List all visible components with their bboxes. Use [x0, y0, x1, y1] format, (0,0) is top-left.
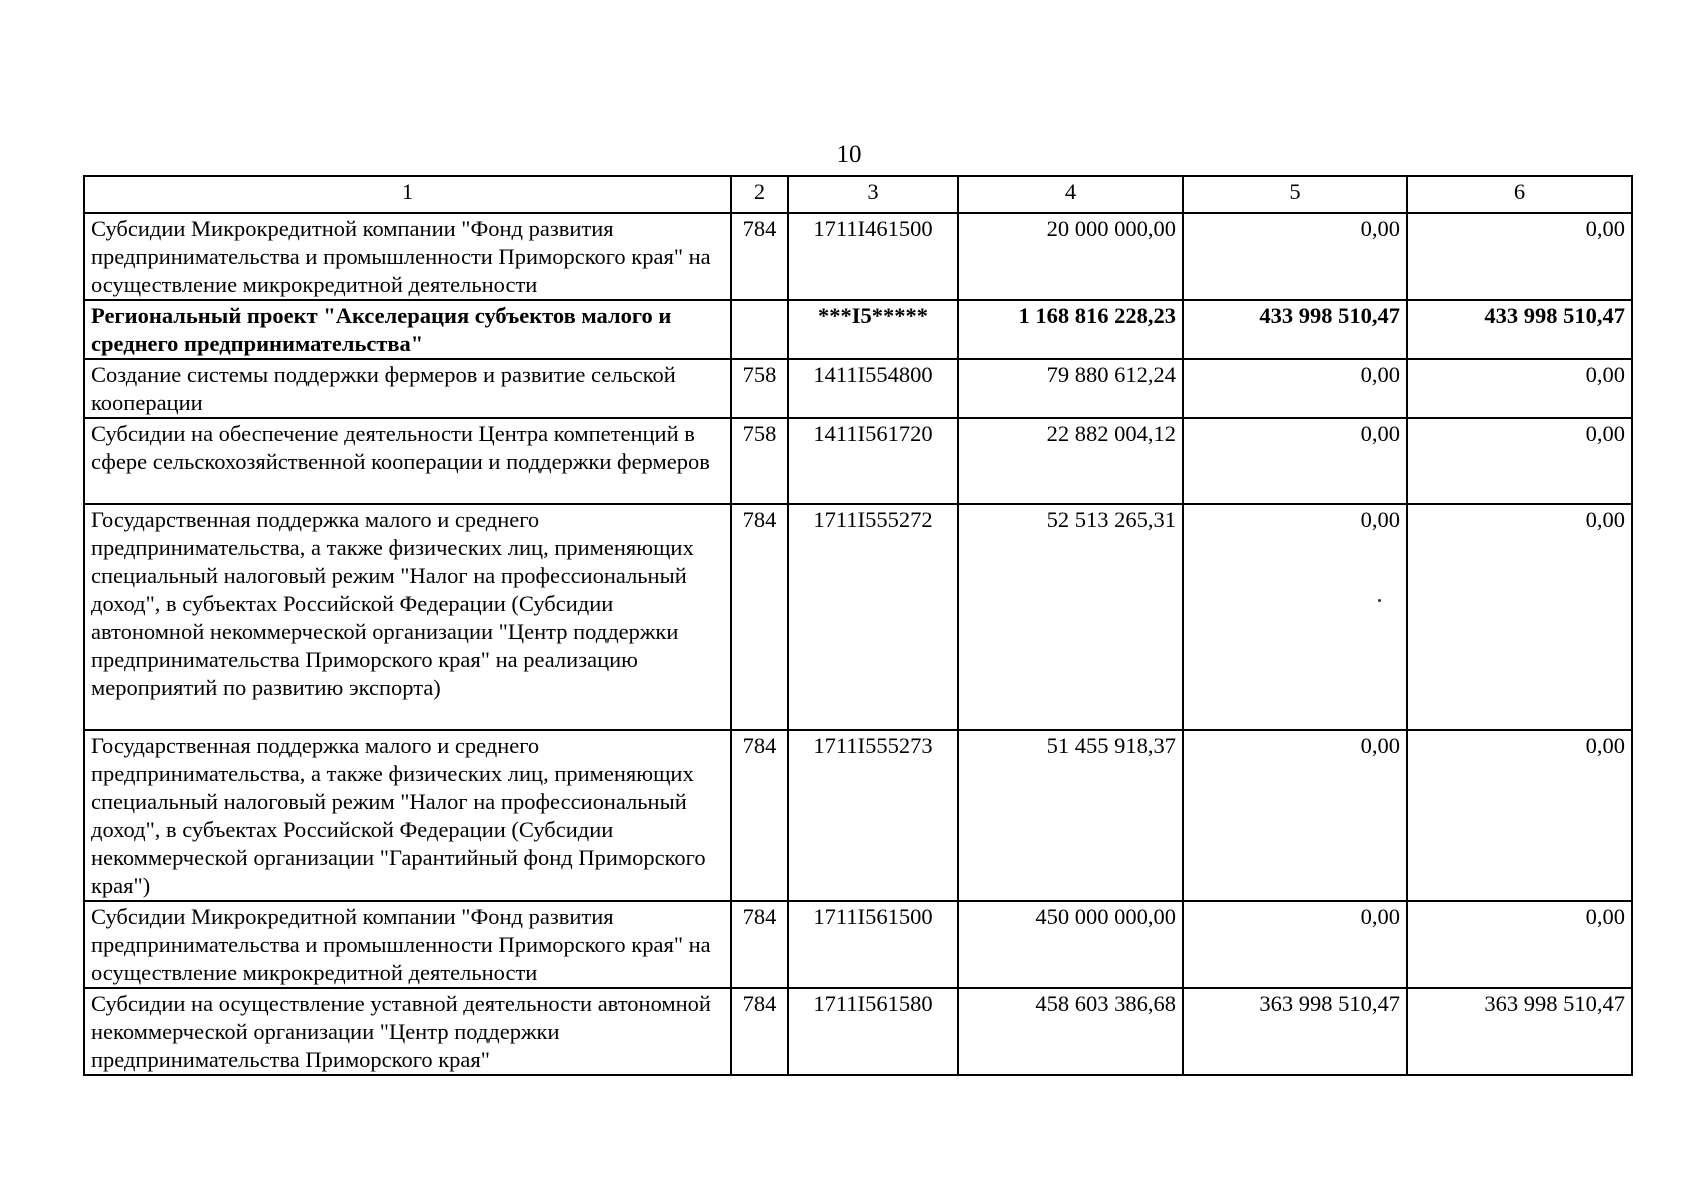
row-value-5: 363 998 510,47 — [1183, 988, 1407, 1075]
table-row — [84, 901, 1632, 988]
row-value-6: 363 998 510,47 — [1407, 988, 1632, 1075]
row-value-4: 52 513 265,31 — [958, 504, 1183, 730]
table-row — [84, 988, 1632, 1075]
row-code — [731, 300, 788, 359]
row-code: 784 — [731, 730, 788, 901]
row-value-5: 0,00 — [1183, 213, 1407, 300]
header-col-1: 1 — [84, 176, 731, 213]
row-value-5: 433 998 510,47 — [1183, 300, 1407, 359]
row-value-4: 450 000 000,00 — [958, 901, 1183, 988]
row-name: Субсидии на обеспечение деятельности Центра компетенций в сфере сельскохозяйственной кооперации и поддержки фермеров — [84, 418, 731, 504]
budget-table — [83, 175, 1633, 1076]
row-name: Государственная поддержка малого и среднего предпринимательства, а также физических лиц, применяющих специальный налоговый режим "Налог на профессиональный доход", в субъектах Российской Федерации (Субсидии автономной некоммерческой организации "Центр поддержки предпринимательства Приморского края" на реализацию мероприятий по развитию экспорта) — [84, 504, 731, 730]
row-name: Создание системы поддержки фермеров и развитие сельской кооперации — [84, 359, 731, 418]
table-row — [84, 213, 1632, 300]
row-name: Региональный проект "Акселерация субъектов малого и среднего предпринимательства" — [84, 300, 731, 359]
row-csr: 1711I561500 — [788, 901, 958, 988]
row-value-6: 0,00 — [1407, 359, 1632, 418]
row-value-4: 20 000 000,00 — [958, 213, 1183, 300]
row-name: Государственная поддержка малого и среднего предпринимательства, а также физических лиц, применяющих специальный налоговый режим "Налог на профессиональный доход", в субъектах Российской Федерации (Субсидии некоммерческой организации "Гарантийный фонд Приморского края") — [84, 730, 731, 901]
row-value-6: 0,00 — [1407, 504, 1632, 730]
row-csr: 1411I554800 — [788, 359, 958, 418]
row-value-4: 458 603 386,68 — [958, 988, 1183, 1075]
row-code: 784 — [731, 901, 788, 988]
row-value-4: 22 882 004,12 — [958, 418, 1183, 504]
table-row — [84, 504, 1632, 730]
header-col-4: 4 — [958, 176, 1183, 213]
row-value-6: 0,00 — [1407, 901, 1632, 988]
header-col-6: 6 — [1407, 176, 1632, 213]
row-code: 758 — [731, 418, 788, 504]
row-code: 784 — [731, 504, 788, 730]
row-csr: 1711I555273 — [788, 730, 958, 901]
row-name: Субсидии Микрокредитной компании "Фонд развития предпринимательства и промышленности Приморского края" на осуществление микрокредитной деятельности — [84, 901, 731, 988]
table-row — [84, 359, 1632, 418]
row-csr: ***I5***** — [788, 300, 958, 359]
header-col-3: 3 — [788, 176, 958, 213]
scan-speck — [1378, 599, 1381, 602]
row-code: 758 — [731, 359, 788, 418]
table-header-row — [84, 176, 1632, 213]
row-csr: 1411I561720 — [788, 418, 958, 504]
row-value-4: 51 455 918,37 — [958, 730, 1183, 901]
row-csr: 1711I555272 — [788, 504, 958, 730]
row-value-4: 79 880 612,24 — [958, 359, 1183, 418]
row-value-5: 0,00 — [1183, 359, 1407, 418]
row-value-5: 0,00 — [1183, 504, 1407, 730]
table-row — [84, 418, 1632, 504]
row-value-5: 0,00 — [1183, 418, 1407, 504]
table-row — [84, 730, 1632, 901]
row-csr: 1711I461500 — [788, 213, 958, 300]
row-code: 784 — [731, 988, 788, 1075]
row-value-5: 0,00 — [1183, 901, 1407, 988]
header-col-2: 2 — [731, 176, 788, 213]
row-name: Субсидии Микрокредитной компании "Фонд развития предпринимательства и промышленности Приморского края" на осуществление микрокредитной деятельности — [84, 213, 731, 300]
row-value-6: 0,00 — [1407, 730, 1632, 901]
row-value-6: 433 998 510,47 — [1407, 300, 1632, 359]
row-value-5: 0,00 — [1183, 730, 1407, 901]
header-col-5: 5 — [1183, 176, 1407, 213]
table-row-section — [84, 300, 1632, 359]
row-value-4: 1 168 816 228,23 — [958, 300, 1183, 359]
row-value-6: 0,00 — [1407, 213, 1632, 300]
row-code: 784 — [731, 213, 788, 300]
row-csr: 1711I561580 — [788, 988, 958, 1075]
page-number: 10 — [836, 141, 862, 168]
row-value-6: 0,00 — [1407, 418, 1632, 504]
row-name: Субсидии на осуществление уставной деятельности автономной некоммерческой организации "Центр поддержки предпринимательства Приморского края" — [84, 988, 731, 1075]
